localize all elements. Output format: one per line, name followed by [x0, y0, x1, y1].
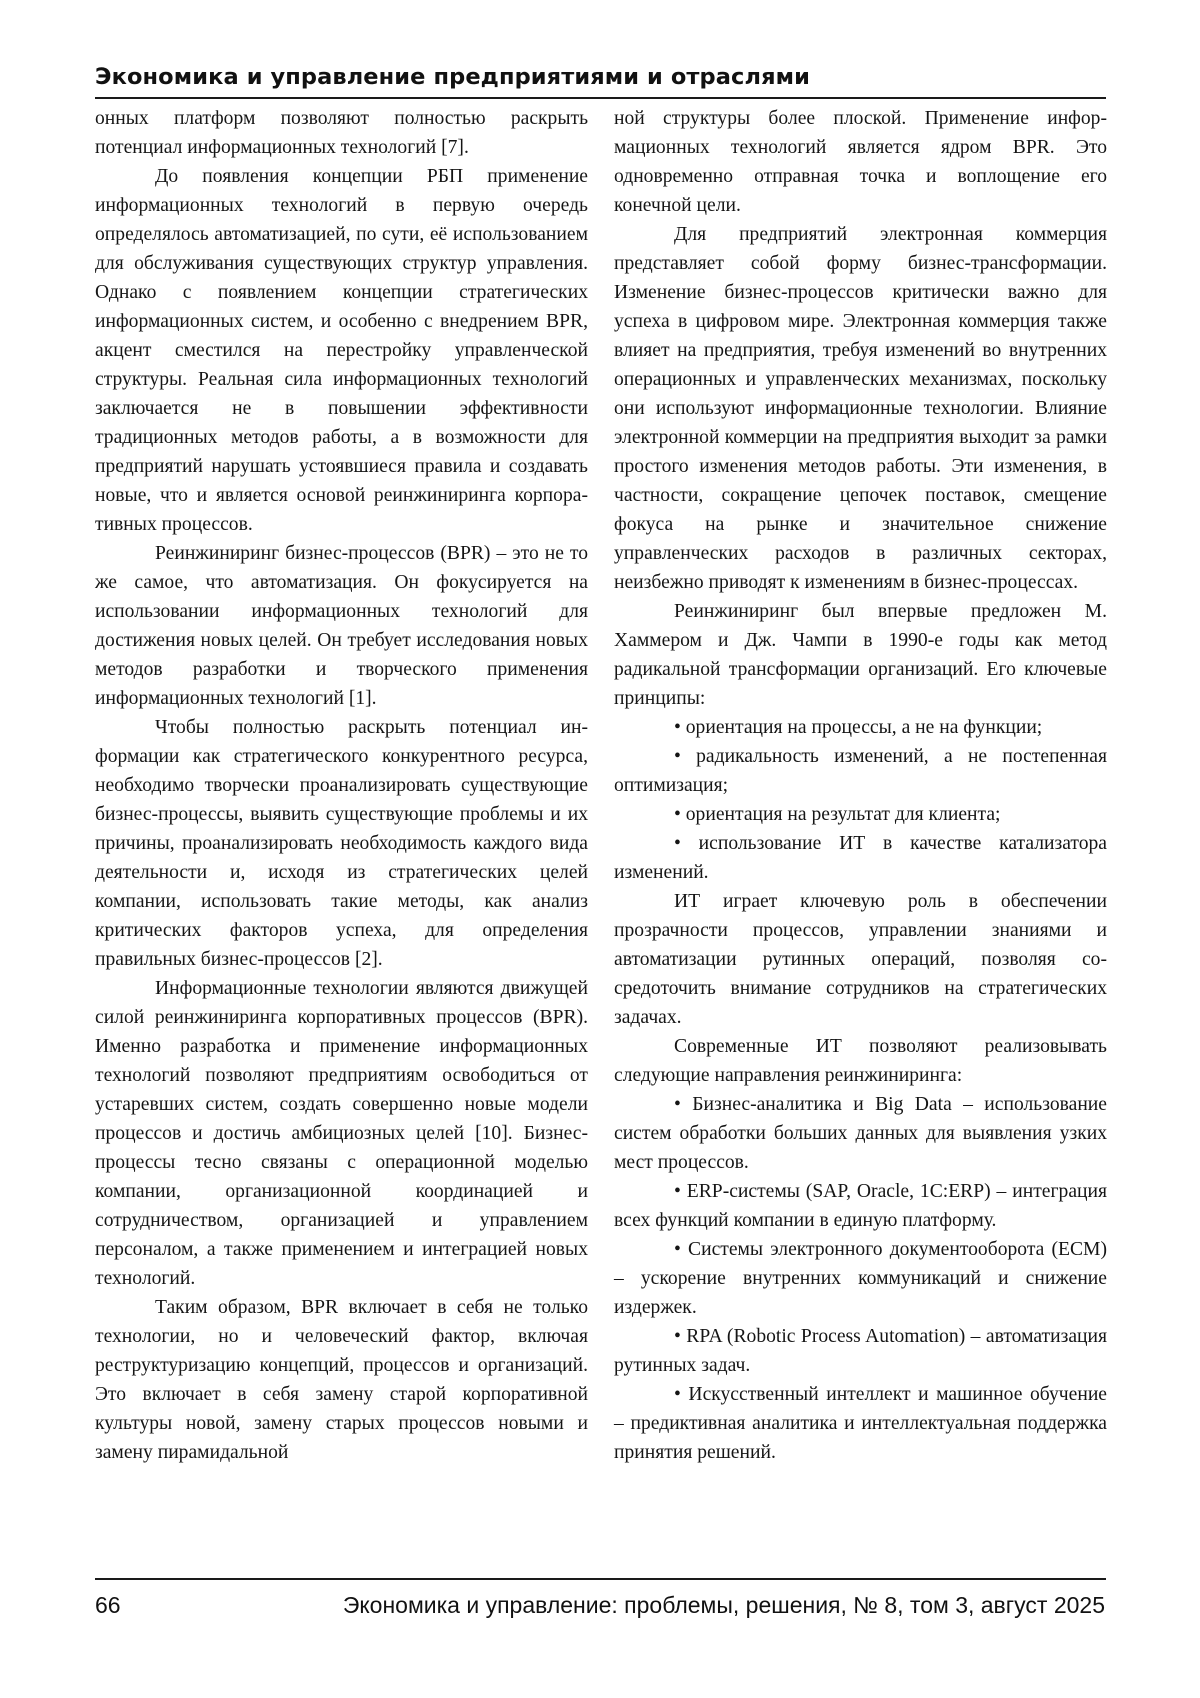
- page-number: 66: [95, 1592, 121, 1618]
- footer-rule: [95, 1578, 1106, 1580]
- bullet-item: • ERP-системы (SAP, Oracle, 1С:ERP) – интеграция всех функций компании в единую платформу.: [614, 1181, 1107, 1231]
- header-rule: [95, 97, 1106, 99]
- bullet-item: • ориентация на процессы, а не на функции;: [674, 717, 1043, 738]
- bullet-item: • ориентация на результат для клиента;: [674, 804, 1001, 825]
- paragraph: Реинжиниринг был впервые предложен М. Хаммером и Дж. Чампи в 1990-е годы как метод радикальной трансформации организаций. Его ключевые принципы:: [614, 601, 1107, 709]
- right-column: [614, 104, 1107, 1467]
- paragraph: До появления концепции РБП применение информационных технологий в первую очередь определялось автоматизацией, по сути, её использованием для обслуживания существующих структур управления. Однако с появлением концепции стратегических информационных систем, и особенно с внедрением BPR, акцент сместился на перестройку управленческой структуры. Реальная сила информационных технологий заключается не в повышении эффективности традиционных методов работы, а в возможности для предприятий нарушать устоявшиеся правила и создавать новые, что и является основой реинжиниринга корпоративных процессов.: [95, 166, 588, 535]
- left-column: [95, 104, 588, 1467]
- bullet-item: • Искусственный интеллект и машинное обучение – предиктивная аналитика и интеллектуальная поддержка принятия решений.: [614, 1384, 1107, 1463]
- paragraph: Чтобы полностью раскрыть потенциал информации как стратегического конкурентного ресурса, необходимо творчески проанализировать существующие бизнес-процессы, выявить существующие проблемы и их причины, проанализировать необходимость каждого вида деятельности и, исходя из стратегических целей компании, использовать такие методы, как анализ критических факторов успеха, для определения правильных бизнес-процессов [2].: [95, 717, 588, 970]
- paragraph: Таким образом, BPR включает в себя не только технологии, но и человеческий фактор, включая реструктуризацию концепций, процессов и организаций. Это включает в себя замену старой корпоративной культуры новой, замену старых процессов новыми и замену пирамидальной: [95, 1297, 588, 1463]
- paragraph: Современные ИТ позволяют реализовывать следующие направления реинжиниринга:: [614, 1036, 1107, 1086]
- paragraph: Информационные технологии являются движущей силой реинжиниринга корпоративных процессов (BPR). Именно разработка и применение информационных технологий позволяют предприятиям освободиться от устаревших систем, создать совершенно новые модели процессов и достичь амбициозных целей [10]. Бизнес-процессы тесно связаны с операционной моделью компании, организационной координацией и сотрудничеством, организацией и управлением персоналом, а также применением и интеграцией новых технологий.: [95, 978, 588, 1289]
- bullet-item: • радикальность изменений, а не постепенная оптимизация;: [614, 746, 1107, 796]
- bullet-item: • Системы электронного документооборота (ECM) – ускорение внутренних коммуникаций и снижение издержек.: [614, 1239, 1107, 1318]
- paragraph: ной структуры более плоской. Применение информационных технологий является ядром BPR. Это одновременно отправная точка и воплощение его конечной цели.: [614, 108, 1107, 216]
- paragraph: Реинжиниринг бизнес-процессов (BPR) – это не то же самое, что автоматизация. Он фокусируется на использовании информационных технологий для достижения новых целей. Он требует исследования новых методов разработки и творческого применения информационных технологий [1].: [95, 543, 588, 709]
- bullet-item: • использование ИТ в качестве катализатора изменений.: [614, 833, 1107, 883]
- paragraph: онных платформ позволяют полностью раскрыть потенциал информационных технологий [7].: [95, 108, 588, 158]
- paragraph: Для предприятий электронная коммерция представляет собой форму бизнес-трансформации. Изменение бизнес-процессов критически важно для успеха в цифровом мире. Электронная коммерция также влияет на предприятия, требуя изменений во внутренних операционных и управленческих механизмах, поскольку они используют информационные технологии. Влияние электронной коммерции на предприятия выходит за рамки простого изменения методов работы. Эти изменения, в частности, сокращение цепочек поставок, смещение фокуса на рынке и значительное снижение управленческих расходов в различных секторах, неизбежно приводят к изменениям в бизнес-процессах.: [614, 224, 1107, 593]
- bullet-item: • Бизнес-аналитика и Big Data – использование систем обработки больших данных для выявления узких мест процессов.: [614, 1094, 1107, 1173]
- paragraph: ИТ играет ключевую роль в обеспечении прозрачности процессов, управлении знаниями и автоматизации рутинных операций, позволяя сосредоточить внимание сотрудников на стратегических задачах.: [614, 891, 1107, 1028]
- journal-citation: Экономика и управление: проблемы, решения, № 8, том 3, август 2025: [342, 1592, 1105, 1618]
- bullet-item: • RPA (Robotic Process Automation) – автоматизация рутинных задач.: [614, 1326, 1107, 1376]
- section-header-title: Экономика и управление предприятиями и отраслями: [95, 64, 810, 90]
